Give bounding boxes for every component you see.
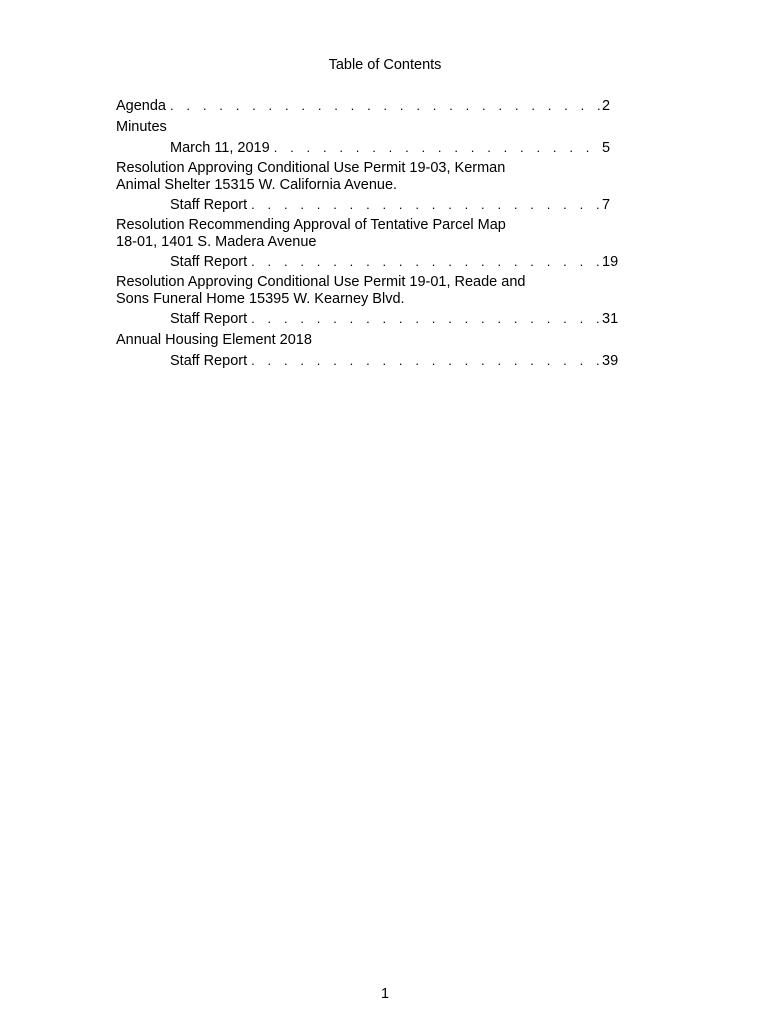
toc-title: Table of Contents bbox=[328, 57, 442, 73]
toc-heading-cup-19-03 bbox=[116, 160, 616, 196]
toc-heading-housing-element bbox=[116, 331, 616, 352]
toc-entry-minutes-march-11[interactable] bbox=[116, 139, 616, 160]
toc-page-number: 7 bbox=[602, 197, 611, 213]
toc-heading-line: Animal Shelter 15315 W. California Avenue. bbox=[116, 176, 398, 193]
toc-entry-cup-19-01-staff-report[interactable] bbox=[116, 310, 619, 331]
toc-heading-line: 18-01, 1401 S. Madera Avenue bbox=[116, 233, 317, 250]
dot-leader bbox=[170, 97, 600, 115]
toc-heading-line: Resolution Approving Conditional Use Permit 19-03, Kerman bbox=[116, 160, 506, 176]
toc-heading-minutes bbox=[116, 118, 616, 139]
toc-heading-line: Sons Funeral Home 15395 W. Kearney Blvd. bbox=[116, 290, 405, 307]
page-number: 1 bbox=[380, 986, 390, 1002]
toc-entry-parcel-map-staff-report[interactable] bbox=[116, 253, 619, 274]
toc-entry-label: Staff Report bbox=[170, 353, 248, 369]
toc-page-number: 19 bbox=[602, 254, 619, 270]
toc-entry-label: Staff Report bbox=[170, 254, 248, 270]
toc-entry-label: Staff Report bbox=[170, 197, 248, 213]
dot-leader bbox=[251, 352, 600, 370]
table-of-contents bbox=[116, 97, 619, 373]
dot-leader bbox=[274, 139, 600, 157]
dot-leader bbox=[251, 253, 600, 271]
toc-heading-parcel-map-18-01 bbox=[116, 217, 616, 253]
dot-leader bbox=[251, 310, 600, 328]
toc-entry-label: Staff Report bbox=[170, 311, 248, 327]
toc-heading-label: Annual Housing Element 2018 bbox=[116, 332, 312, 348]
toc-heading-label: Minutes bbox=[116, 119, 167, 135]
toc-heading-cup-19-01 bbox=[116, 274, 616, 310]
toc-page-number: 39 bbox=[602, 353, 619, 369]
toc-entry-agenda[interactable] bbox=[116, 97, 616, 118]
toc-heading-line: Resolution Recommending Approval of Tentative Parcel Map bbox=[116, 217, 506, 233]
toc-entry-label: Agenda bbox=[116, 98, 166, 114]
dot-leader bbox=[251, 196, 600, 214]
toc-page-number: 5 bbox=[602, 140, 611, 156]
toc-entry-label: March 11, 2019 bbox=[170, 140, 270, 156]
toc-entry-housing-element-staff-report[interactable] bbox=[116, 352, 619, 373]
toc-page-number: 31 bbox=[602, 311, 619, 327]
toc-page-number: 2 bbox=[602, 98, 611, 114]
toc-entry-cup-19-03-staff-report[interactable] bbox=[116, 196, 616, 217]
toc-heading-line: Resolution Approving Conditional Use Permit 19-01, Reade and bbox=[116, 274, 526, 290]
